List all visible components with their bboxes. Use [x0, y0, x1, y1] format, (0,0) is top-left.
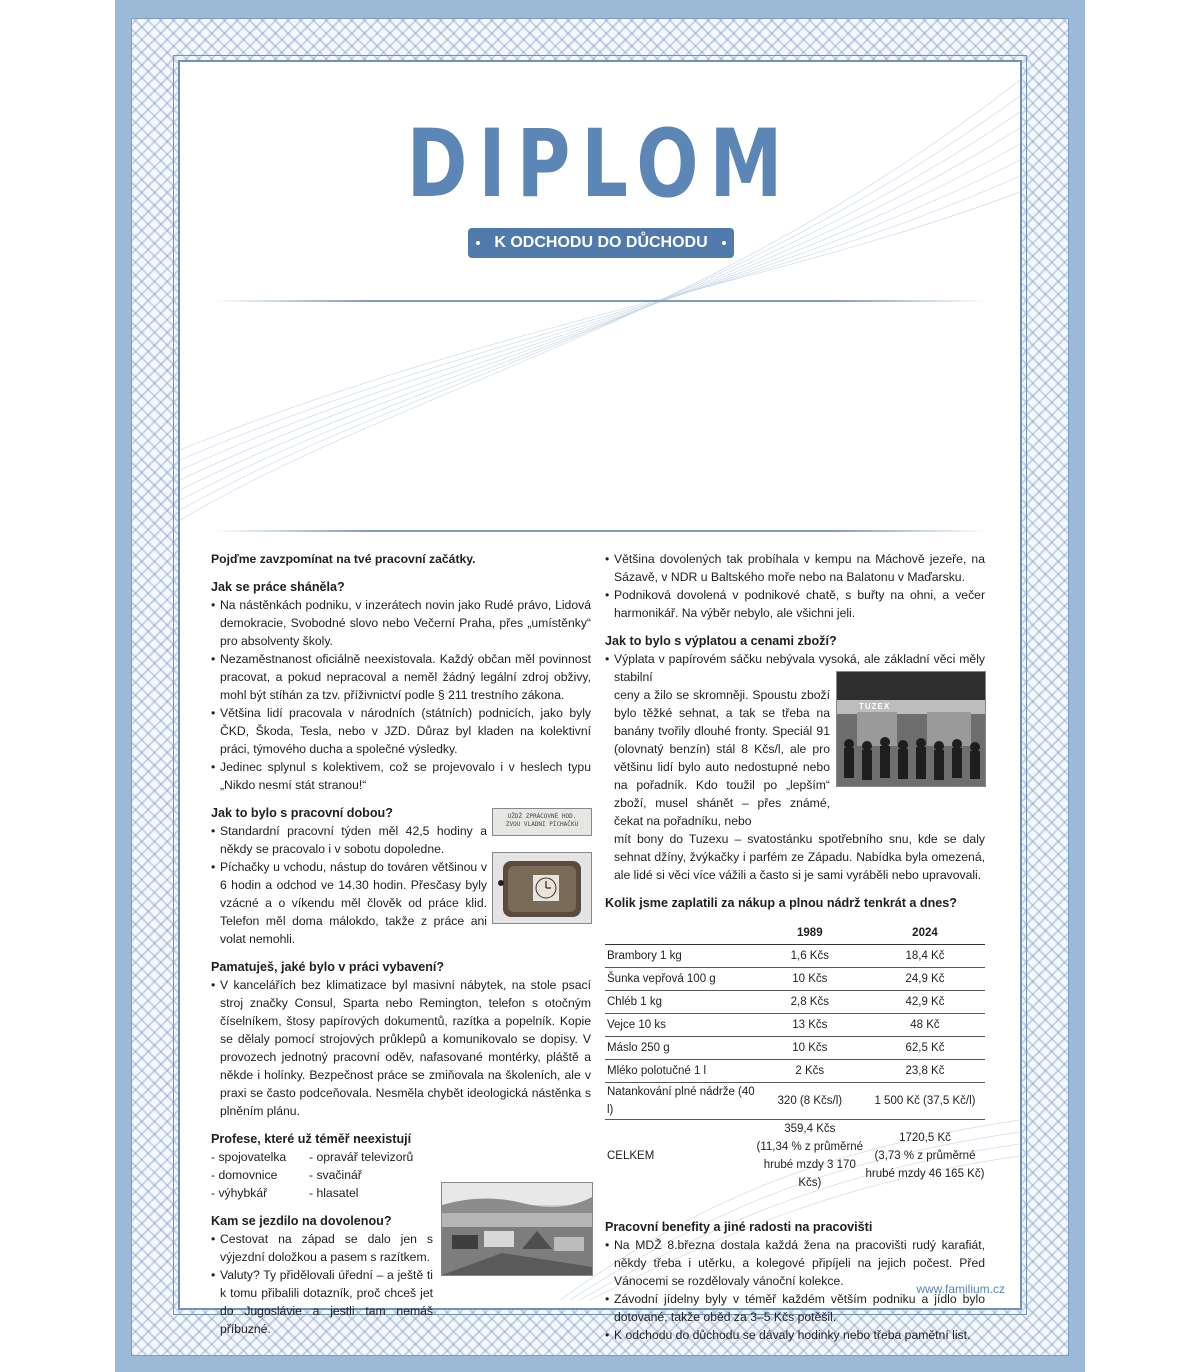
- table-cell: 18,4 Kč: [865, 945, 985, 968]
- table-cell: 2 Kčs: [755, 1060, 865, 1083]
- table-cell: Vejce 10 ks: [605, 1014, 755, 1037]
- section-heading: Pracovní benefity a jiné radosti na pracovišti: [605, 1220, 873, 1234]
- campsite-image: [442, 1183, 592, 1275]
- ribbon-dot-right: [722, 241, 726, 245]
- section-heading: Jak to bylo s výplatou a cenami zboží?: [605, 634, 837, 648]
- table-row: [605, 1083, 985, 1120]
- table-cell: 23,8 Kč: [865, 1060, 985, 1083]
- list-item: • Nezaměstnanost oficiálně neexistovala. Každý občan měl povinnost pracovat, a pokud nepracoval a neměl žádný legální zdroj obživy, mohl být stíhán za tzv. příživnictví podle § 211 trestního zákona.: [211, 650, 591, 704]
- list-item: • Standardní pracovní týden měl 42,5 hodiny a někdy se pracovalo i v sobotu dopoledne.: [211, 822, 487, 858]
- ribbon-dot-left: [476, 241, 480, 245]
- table-row: [605, 968, 985, 991]
- profession-item: - hlasatel: [309, 1186, 359, 1200]
- section-heading: Kolik jsme zaplatili za nákup a plnou nádrž tenkrát a dnes?: [605, 896, 958, 910]
- total-2024: [865, 1120, 985, 1193]
- salary-rest-text: mít bony do Tuzexu – svatostánku spotřebního snu, kde se daly sehnat džíny, žvýkačky i parfém ze Západu. Nabídka byla omezená, ale lidé si věci více vážili a často si je sami vyráběli nebo upravovali.: [614, 832, 985, 882]
- price-table: [605, 922, 985, 1192]
- table-row: [605, 1060, 985, 1083]
- subtitle-ribbon: [468, 228, 734, 258]
- salary-wrap-text: ceny a žilo se skromněji. Spoustu zboží bylo těžké sehnat, a tak se třeba na banány tvořily dlouhé fronty. Speciál 91 (olovnatý benzín) stál 8 Kčs/l, ale pro většinu lidí bylo auto nedostupné nebo na pořadník. Kdo toužil po „lepším“ zboží, musel shánět – přes známé, čekat na pořadníku, nebo: [614, 688, 830, 828]
- table-cell: Natankování plné nádrže (40 l): [605, 1083, 755, 1120]
- total-1989: [755, 1120, 865, 1193]
- list-item: • K odchodu do důchodu se dávaly hodinky nebo třeba pamětní list.: [605, 1326, 985, 1344]
- list-item: • Píchačky u vchodu, nástup do továren většinou v 6 hodin a odchod ve 14.30 hodin. Přesčasy byly vzácné a o víkendu měl člověk od práce klid. Telefon měl doma málokdo, takže z práce ani volat nemohli.: [211, 858, 487, 948]
- table-cell: 1,6 Kčs: [755, 945, 865, 968]
- table-cell: Brambory 1 kg: [605, 945, 755, 968]
- list-item: • Podniková dovolená v podnikové chatě, s buřty na ohni, a večer harmonikář. Na výběr nebylo, ale všichni jeli.: [605, 586, 985, 622]
- section-benefits: [605, 1218, 985, 1344]
- table-cell: 24,9 Kč: [865, 968, 985, 991]
- campsite-photo: [441, 1182, 593, 1276]
- shop-sign: TUZEX: [859, 702, 891, 711]
- tuzex-queue-photo: [836, 671, 986, 787]
- list-item: • Většina lidí pracovala v národních (státních) podnicích, jako byly ČKD, Škoda, Tesla, nebo v JZD. Důraz byl kladen na kolektivní práci, týmového ducha a společné výsledky.: [211, 704, 591, 758]
- table-row: [605, 945, 985, 968]
- section-equipment: [211, 958, 591, 1120]
- table-row: [605, 991, 985, 1014]
- table-row: [605, 1037, 985, 1060]
- total-line: hrubé mzdy 46 165 Kč): [865, 1168, 985, 1180]
- total-line: 1720,5 Kč: [899, 1132, 951, 1144]
- footer-url: www.familium.cz: [916, 1282, 1005, 1296]
- total-line: (3,73 % z průměrné: [874, 1150, 976, 1162]
- table-cell: Chléb 1 kg: [605, 991, 755, 1014]
- total-line: (11,34 % z průměrné: [756, 1141, 864, 1153]
- table-header: 2024: [865, 922, 985, 945]
- table-cell: 48 Kč: [865, 1014, 985, 1037]
- middle-divider: [212, 530, 988, 532]
- table-cell: 2,8 Kčs: [755, 991, 865, 1014]
- table-cell: Máslo 250 g: [605, 1037, 755, 1060]
- table-header: 1989: [755, 922, 865, 945]
- intro-text: Pojďme zavzpomínat na tvé pracovní začátky.: [211, 552, 476, 566]
- table-cell: Mléko polotučné 1 l: [605, 1060, 755, 1083]
- time-clock-sign-photo: [492, 808, 592, 836]
- subtitle-text: K ODCHODU DO DŮCHODU: [494, 234, 708, 251]
- table-cell: 42,9 Kč: [865, 991, 985, 1014]
- table-cell: Šunka vepřová 100 g: [605, 968, 755, 991]
- profession-item: - svačinář: [309, 1168, 362, 1182]
- table-cell: 320 (8 Kčs/l): [755, 1083, 865, 1120]
- list-item: • Většina dovolených tak probíhala v kempu na Máchově jezeře, na Sázavě, v NDR u Baltského moře nebo na Balatonu v Maďarsku.: [605, 550, 985, 586]
- diploma-title: DIPLOM: [406, 110, 794, 219]
- profession-item: - výhybkář: [211, 1186, 268, 1200]
- section-heading: Pamatuješ, jaké bylo v práci vybavení?: [211, 960, 445, 974]
- table-header: [605, 922, 755, 945]
- total-label: CELKEM: [607, 1150, 655, 1162]
- section-heading: Kam se jezdilo na dovolenou?: [211, 1214, 392, 1228]
- time-clock-icon: [493, 853, 591, 923]
- table-row: [605, 1014, 985, 1037]
- section-heading: Jak se práce sháněla?: [211, 580, 345, 594]
- list-item: • Závodní jídelny byly v téměř každém větším podniku a jídlo bylo dotované, takže oběd za 3–5 Kčs potěšil.: [605, 1290, 985, 1326]
- time-clock-photo: [492, 852, 592, 924]
- section-heading: Profese, které už téměř neexistují: [211, 1132, 412, 1146]
- list-item: • Na nástěnkách podniku, v inzerátech novin jako Rudé právo, Lidová demokracie, Svobodné slovo nebo Večerní Praha, přes „umístěnky“ pro absolventy školy.: [211, 596, 591, 650]
- top-divider: [212, 300, 988, 302]
- profession-item: - spojovatelka: [211, 1150, 287, 1164]
- table-cell: 62,5 Kč: [865, 1037, 985, 1060]
- section-vacation-continued: [605, 550, 985, 622]
- right-column: [605, 550, 985, 1344]
- section-prices: [605, 894, 985, 1192]
- profession-item: - opravář televizorů: [309, 1150, 414, 1164]
- total-line: hrubé mzdy 3 170 Kčs): [763, 1159, 856, 1189]
- tuzex-queue-image: [837, 672, 985, 786]
- total-line: 359,4 Kčs: [784, 1123, 836, 1135]
- list-item: • Cestovat na západ se dalo jen s výjezdní doložkou a pasem s razítkem.: [211, 1230, 433, 1266]
- list-item: • Na MDŽ 8.března dostala každá žena na pracovišti rudý karafiát, někdy třeba i utěrku, a kolegové připíjeli na jejich počest. Před Vánocemi se rozdělovaly vánoční kolekce.: [605, 1236, 985, 1290]
- list-item: • V kancelářích bez klimatizace byl masivní nábytek, na stole psací stroj značky Consul, Sparta nebo Remington, telefon s otočným číselníkem, štosy papírových dokumentů, razítka a popelník. Kopie se dělaly pomocí strojových průklepů a komunikovalo se dopisy. V provozech jednotný pracovní oděv, nafasované montérky, pláště a někde i holínky. Bezpečnost práce se zmiňovala na školeních, ale v praxi se často podceňovala. Nesměla chybět ideologická nástěnka s plněním plánu.: [211, 976, 591, 1120]
- table-cell: 10 Kčs: [755, 1037, 865, 1060]
- section-job-search: [211, 578, 591, 794]
- table-total-row: [605, 1120, 985, 1193]
- list-item: • Jedinec splynul s kolektivem, což se projevovalo i v heslech typu „Nikdo nesmí stát stranou!“: [211, 758, 591, 794]
- salary-lead: Výplata v papírovém sáčku nebývala vysoká, ale základní věci měly stabilní: [614, 652, 985, 684]
- list-item: • Valuty? Ty přidělovali úřední – a ještě ti k tomu přibalili dotazník, proč chceš jet do Jugoslávie a jestli tam nemáš příbuzné.: [211, 1266, 433, 1338]
- table-header-row: [605, 922, 985, 945]
- sign-text: UŽDŽ ZPRÁCOVNÉ HOD. ZVOU VLADNI PÍCHAČKU: [505, 813, 579, 828]
- table-cell: 1 500 Kč (37,5 Kč/l): [865, 1083, 985, 1120]
- section-heading: Jak to bylo s pracovní dobou?: [211, 806, 393, 820]
- profession-item: - domovnice: [211, 1168, 278, 1182]
- table-cell: 10 Kčs: [755, 968, 865, 991]
- table-cell: 13 Kčs: [755, 1014, 865, 1037]
